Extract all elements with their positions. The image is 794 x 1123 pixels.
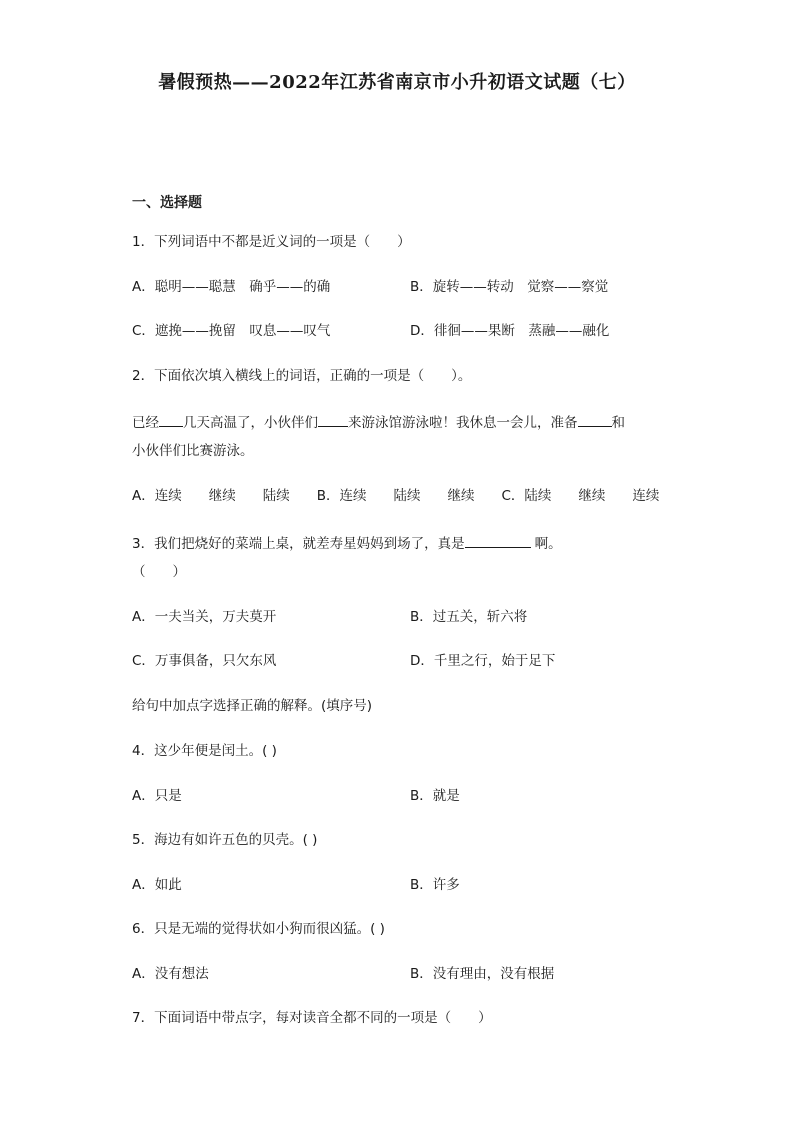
question-1-option-a: A．聪明——聪慧 确乎——的确: [132, 279, 331, 295]
question-3-option-b: B．过五关，斩六将: [410, 609, 528, 625]
question-3-answer-paren: （ ）: [132, 564, 186, 580]
page-title: 暑假预热——2022年江苏省南京市小升初语文试题（七）: [158, 72, 636, 93]
question-4-option-a: A．只是: [132, 788, 182, 804]
question-5-option-a: A．如此: [132, 877, 182, 893]
question-4-stem: 4．这少年便是闰土。( ): [132, 743, 277, 759]
question-2-text-1: 已经: [132, 415, 159, 431]
question-4-option-b: B．就是: [410, 788, 460, 804]
question-2-sentence-line2: 小伙伴们比赛游泳。: [132, 443, 254, 459]
question-3-stem: [132, 533, 562, 553]
fill-blank: [578, 412, 612, 427]
question-2-options: A．连续 继续 陆续 B．连续 陆续 继续 C．陆续 继续 连续: [132, 488, 660, 504]
question-3-option-d: D．千里之行，始于足下: [410, 653, 556, 669]
question-6-stem: 6．只是无端的觉得状如小狗而很凶猛。( ): [132, 921, 385, 937]
question-3-option-c: C．万事俱备，只欠东风: [132, 653, 277, 669]
question-2-text-2: 几天高温了，小伙伴们: [183, 415, 318, 431]
question-7-stem: 7．下面词语中带点字，每对读音全都不同的一项是（ ）: [132, 1010, 492, 1026]
question-3-text-2: 啊。: [534, 536, 562, 552]
question-3-text-1: 3．我们把烧好的菜端上桌，就差寿星妈妈到场了，真是: [132, 536, 465, 552]
question-6-option-a: A．没有想法: [132, 966, 209, 982]
section-heading: 一、选择题: [132, 195, 202, 211]
question-2-sentence: [132, 412, 625, 432]
question-2-text-3: 来游泳馆游泳啦！我休息一会儿，准备: [348, 415, 578, 431]
question-5-stem: 5．海边有如许五色的贝壳。( ): [132, 832, 318, 848]
question-3-option-a: A．一夫当关，万夫莫开: [132, 609, 277, 625]
fill-blank: [465, 533, 531, 548]
fill-blank: [159, 412, 183, 427]
question-1-option-c: C．遮挽——挽留 叹息——叹气: [132, 323, 331, 339]
fill-blank: [318, 412, 348, 427]
question-2-text-4: 和: [611, 415, 625, 431]
question-1-stem: 1．下列词语中不都是近义词的一项是（ ）: [132, 234, 411, 250]
question-6-option-b: B．没有理由，没有根据: [410, 966, 555, 982]
question-2-stem: 2．下面依次填入横线上的词语，正确的一项是（ ）。: [132, 368, 472, 384]
question-1-option-b: B．旋转——转动 觉察——察觉: [410, 279, 609, 295]
question-5-option-b: B．许多: [410, 877, 460, 893]
instruction-text: 给句中加点字选择正确的解释。(填序号): [132, 698, 373, 714]
question-1-option-d: D．徘徊——果断 蒸融——融化: [410, 323, 610, 339]
